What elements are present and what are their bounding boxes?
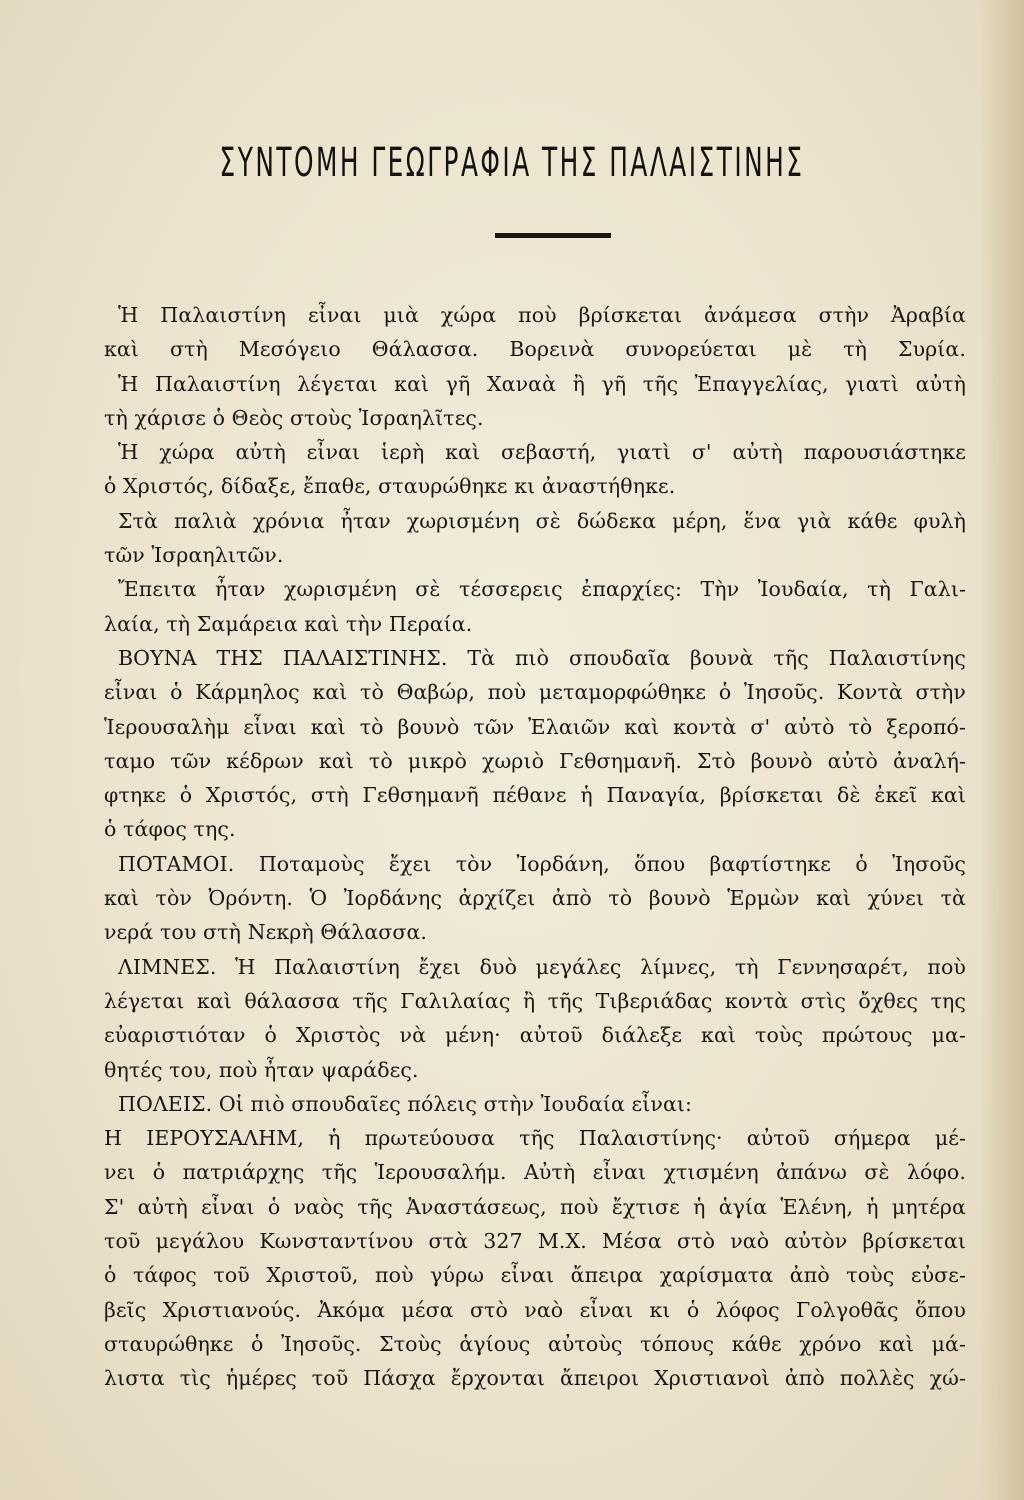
text-line: Ἱερουσαλὴμ εἶναι καὶ τὸ βουνὸ τῶν Ἐλαιῶν καὶ κοντὰ σ' αὐτὸ τὸ ξεροπό-	[104, 714, 966, 739]
text-line: ὁ τάφος τοῦ Χριστοῦ, ποὺ γύρω εἶναι ἄπειρα χαρίσματα ἀπὸ τοὺς εὐσε-	[104, 1263, 966, 1288]
text-line: τὴ χάρισε ὁ Θεὸς στοὺς Ἰσραηλῖτες.	[104, 405, 484, 430]
text-line: τοῦ μεγάλου Κωνσταντίνου στὰ 327 Μ.Χ. Μέσα στὸ ναὸ αὐτὸν βρίσκεται	[104, 1229, 966, 1254]
text-line: Σ' αὐτὴ εἶναι ὁ ναὸς τῆς Ἀναστάσεως, ποὺ ἔχτισε ἡ ἁγία Ἑλένη, ἡ μητέρα	[104, 1194, 966, 1219]
text-line: σταυρώθηκε ὁ Ἰησοῦς. Στοὺς ἁγίους αὐτοὺς τόπους κάθε χρόνο καὶ μά-	[104, 1331, 966, 1356]
text-line: εὐαριστιόταν ὁ Χριστὸς νὰ μένη· αὐτοῦ διάλεξε καὶ τοὺς πρώτους μα-	[104, 1023, 966, 1048]
text-line: θητές του, ποὺ ἦταν ψαράδες.	[104, 1057, 419, 1082]
text-line: ΠΟΤΑΜΟΙ. Ποταμοὺς ἔχει τὸν Ἰορδάνη, ὅπου βαφτίστηκε ὁ Ἰησοῦς	[118, 851, 966, 876]
page-edge-shadow	[980, 0, 1024, 1500]
text-line: Ἡ Παλαιστίνη εἶναι μιὰ χώρα ποὺ βρίσκεται ἀνάμεσα στὴν Ἀραβία	[118, 303, 966, 327]
text-line: βεῖς Χριστιανούς. Ἀκόμα μέσα στὸ ναὸ εἶναι κι ὁ λόφος Γολγοθᾶς ὅπου	[104, 1297, 966, 1322]
text-line: λιστα τὶς ἡμέρες τοῦ Πάσχα ἔρχονται ἄπειροι Χριστιανοὶ ἀπὸ πολλὲς χώ-	[104, 1366, 966, 1391]
text-line: Η ΙΕΡΟΥΣΑΛΗΜ, ἡ πρωτεύουσα τῆς Παλαιστίνης· αὐτοῦ σήμερα μέ-	[104, 1126, 966, 1151]
text-line: ΠΟΛΕΙΣ. Οἱ πιὸ σπουδαῖες πόλεις στὴν Ἰουδαία εἶναι:	[118, 1091, 693, 1116]
text-line: ΒΟΥΝΑ ΤΗΣ ΠΑΛΑΙΣΤΙΝΗΣ. Τὰ πιὸ σπουδαῖα βουνὰ τῆς Παλαιστίνης	[118, 645, 966, 670]
text-line: Ἔπειτα ἦταν χωρισμένη σὲ τέσσερεις ἐπαρχίες: Τὴν Ἰουδαία, τὴ Γαλι-	[118, 577, 966, 602]
text-line: Ἡ χώρα αὐτὴ εἶναι ἱερὴ καὶ σεβαστή, γιατὶ σ' αὐτὴ παρουσιάστηκε	[118, 440, 966, 465]
text-line: λαία, τὴ Σαμάρεια καὶ τὴν Περαία.	[104, 611, 473, 636]
text-line: νερά του στὴ Νεκρὴ Θάλασσα.	[104, 920, 428, 945]
text-line: Ἡ Παλαιστίνη λέγεται καὶ γῆ Χαναὰ ἢ γῆ τῆς Ἐπαγγελίας, γιατὶ αὐτὴ	[118, 371, 966, 396]
text-line: ὁ Χριστός, δίδαξε, ἔπαθε, σταυρώθηκε κι ἀναστήθηκε.	[104, 474, 676, 499]
page-title: ΣΥΝΤΟΜΗ ΓΕΩΓΡΑΦΙΑ ΤΗΣ ΠΑΛΑΙΣΤΙΝΗΣ	[219, 140, 805, 186]
text-line: λέγεται καὶ θάλασσα τῆς Γαλιλαίας ἢ τῆς Τιβεριάδας κοντὰ στὶς ὄχθες της	[104, 988, 966, 1013]
text-line: ταμο τῶν κέδρων καὶ τὸ μικρὸ χωριὸ Γεθσημανῆ. Στὸ βουνὸ αὐτὸ ἀναλή-	[104, 748, 966, 773]
text-line: τῶν Ἰσραηλιτῶν.	[104, 543, 284, 568]
text-line: ΛΙΜΝΕΣ. Ἡ Παλαιστίνη ἔχει δυὸ μεγάλες λίμνες, τὴ Γεννησαρέτ, ποὺ	[118, 954, 966, 979]
text-line: ὁ τάφος της.	[104, 817, 236, 842]
text-line: φτηκε ὁ Χριστός, στὴ Γεθσημανῆ πέθανε ἡ Παναγία, βρίσκεται δὲ ἐκεῖ καὶ	[104, 783, 966, 808]
body-text	[104, 298, 966, 1396]
title-underline	[495, 233, 611, 238]
text-line: καὶ στὴ Μεσόγειο Θάλασσα. Βορεινὰ συνορεύεται μὲ τὴ Συρία.	[104, 337, 966, 362]
text-line: εἶναι ὁ Κάρμηλος καὶ τὸ Θαβώρ, ποὺ μεταμορφώθηκε ὁ Ἰησοῦς. Κοντὰ στὴν	[104, 680, 966, 705]
text-line: νει ὁ πατριάρχης τῆς Ἱερουσαλήμ. Αὐτὴ εἶναι χτισμένη ἀπάνω σὲ λόφο.	[104, 1160, 966, 1185]
text-line: καὶ τὸν Ὀρόντη. Ὁ Ἰορδάνης ἀρχίζει ἀπὸ τὸ βουνὸ Ἑρμὼν καὶ χύνει τὰ	[104, 886, 966, 911]
text-line: Στὰ παλιὰ χρόνια ἦταν χωρισμένη σὲ δώδεκα μέρη, ἕνα γιὰ κάθε φυλὴ	[118, 508, 966, 533]
